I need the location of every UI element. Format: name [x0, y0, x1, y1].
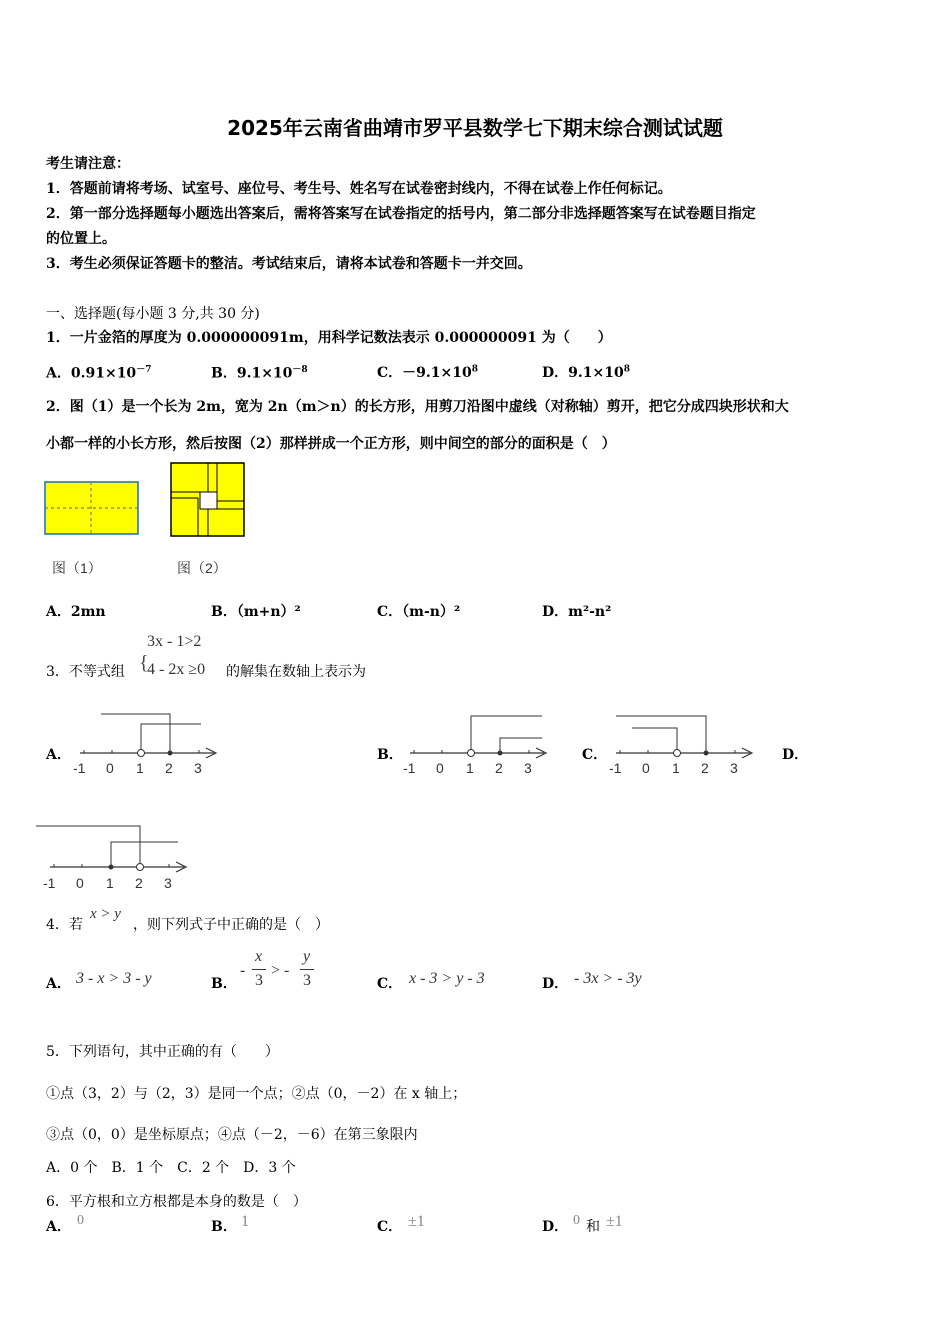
q3-inequality-1: 3x - 1>2: [147, 633, 202, 650]
tick-label: 1: [672, 760, 680, 776]
q2-option-b: B．（m+n）²: [211, 604, 301, 620]
figure2-label: 图（2）: [177, 560, 227, 576]
q4-option-c-expr: x - 3 > y - 3: [409, 970, 485, 987]
q2-option-c: C．（m-n）²: [377, 604, 461, 620]
q5-line-2: ③点（0，0）是坐标原点；④点（－2，－6）在第三象限内: [46, 1127, 418, 1143]
tick-label: -1: [403, 760, 416, 776]
q2-option-a: A．2mn: [46, 604, 106, 620]
q2-stem-line1: 2．图（1）是一个长为 2m，宽为 2n（m＞n）的长方形，用剪刀沿图中虚线（对称轴）剪开，把它分成四块形状和大: [46, 399, 789, 415]
q3-option-b: B．: [377, 747, 403, 763]
tick-label: -1: [73, 760, 86, 776]
q6-stem: 6．平方根和立方根都是本身的数是（ ）: [46, 1194, 307, 1210]
q6-option-d-label: D．: [542, 1219, 569, 1235]
q4-option-a-label: A．: [46, 976, 71, 992]
notice-heading: 考生请注意：: [46, 156, 130, 172]
q6-option-b-value: 1: [241, 1213, 249, 1230]
q6-option-d-and: 和: [586, 1219, 600, 1235]
q4-option-a-expr: 3 - x > 3 - y: [76, 970, 152, 987]
q4-option-d-expr: - 3x > - 3y: [574, 970, 642, 987]
q5-stem: 5．下列语句，其中正确的有（ ）: [46, 1044, 279, 1060]
tick-label: 0: [642, 760, 650, 776]
tick-label: 2: [165, 760, 173, 776]
tick-label: -1: [609, 760, 622, 776]
tick-label: 1: [466, 760, 474, 776]
tick-label: 1: [136, 760, 144, 776]
page-title: 2025年云南省曲靖市罗平县数学七下期末综合测试试题: [227, 116, 723, 140]
q6-option-c-value: ±1: [408, 1213, 425, 1230]
q4-prefix: 4．若: [46, 917, 83, 933]
q3-brace: {: [139, 652, 149, 674]
tick-label: 0: [436, 760, 444, 776]
q6-option-d-value: 0: [573, 1213, 580, 1228]
q1-stem: 1．一片金箔的厚度为 0.000000091m，用科学记数法表示 0.000000091 为（ ）: [46, 330, 612, 346]
tick-label: 2: [495, 760, 503, 776]
notice-item-1: 1．答题前请将考场、试室号、座位号、考生号、姓名写在试卷密封线内，不得在试卷上作任何标记。: [46, 181, 672, 197]
q4-condition: x > y: [90, 906, 121, 922]
q4-option-b-expr: - x 3 > - y 3: [240, 948, 320, 996]
q6-option-a-value: 0: [77, 1213, 84, 1228]
tick-label: 2: [701, 760, 709, 776]
tick-label: -1: [43, 875, 56, 891]
q1-option-b: B．$9.1\times 10^{-8}$: [211, 365, 308, 382]
q3-inequality-2: 4 - 2x ≥0: [147, 661, 206, 678]
tick-label: 3: [730, 760, 738, 776]
q6-option-b-label: B．: [211, 1219, 237, 1235]
q5-options: A．0 个 B．1 个 C．2 个 D．3 个: [46, 1160, 296, 1176]
tick-label: 1: [106, 875, 114, 891]
notice-item-3: 3．考生必须保证答题卡的整洁。考试结束后，请将本试卷和答题卡一并交回。: [46, 256, 532, 272]
q2-figures: [40, 455, 270, 590]
q1-option-c: C．$-9.1\times 10^8$: [377, 364, 478, 381]
q6-option-a-label: A．: [46, 1219, 71, 1235]
q2-option-d: D．m²-n²: [542, 604, 612, 620]
q2-stem-line2: 小都一样的小长方形，然后按图（2）那样拼成一个正方形，则中间空的部分的面积是（ ）: [46, 436, 616, 452]
q3-prefix: 3．不等式组: [46, 664, 125, 680]
q5-line-1: ①点（3，2）与（2，3）是同一个点；②点（0，－2）在 x 轴上；: [46, 1086, 467, 1102]
q4-suffix: ，则下列式子中正确的是（ ）: [133, 917, 329, 933]
q3-suffix: 的解集在数轴上表示为: [226, 664, 366, 680]
tick-label: 0: [76, 875, 84, 891]
q3-option-d: D．: [782, 747, 809, 763]
q3-option-c: C．: [582, 747, 608, 763]
q6-option-c-label: C．: [377, 1219, 403, 1235]
q3-numberline-d: [36, 820, 196, 896]
q4-option-c-label: C．: [377, 976, 403, 992]
tick-label: 3: [164, 875, 172, 891]
q6-option-d-value2: ±1: [606, 1213, 623, 1230]
q1-option-d: D．$9.1\times 10^8$: [542, 364, 630, 381]
tick-label: 0: [106, 760, 114, 776]
q3-numberline-a: [66, 710, 226, 780]
notice-item-2-cont: 的位置上。: [46, 231, 116, 247]
figure1-label: 图（1）: [52, 560, 102, 576]
notice-item-2: 2．第一部分选择题每小题选出答案后，需将答案写在试卷指定的括号内，第二部分非选择题答案写在试卷题目指定: [46, 206, 756, 222]
q3-numberline-c: [602, 710, 762, 780]
q4-option-b-label: B．: [211, 976, 237, 992]
tick-label: 3: [194, 760, 202, 776]
tick-label: 2: [135, 875, 143, 891]
tick-label: 3: [524, 760, 532, 776]
q3-numberline-b: [396, 710, 556, 780]
figure2-center-hole: [200, 492, 217, 509]
q1-option-a: A．$0.91\times 10^{-7}$: [46, 365, 152, 382]
section-heading: 一、选择题(每小题 3 分,共 30 分): [46, 306, 260, 322]
q4-option-d-label: D．: [542, 976, 569, 992]
q3-option-a: A．: [46, 747, 71, 763]
